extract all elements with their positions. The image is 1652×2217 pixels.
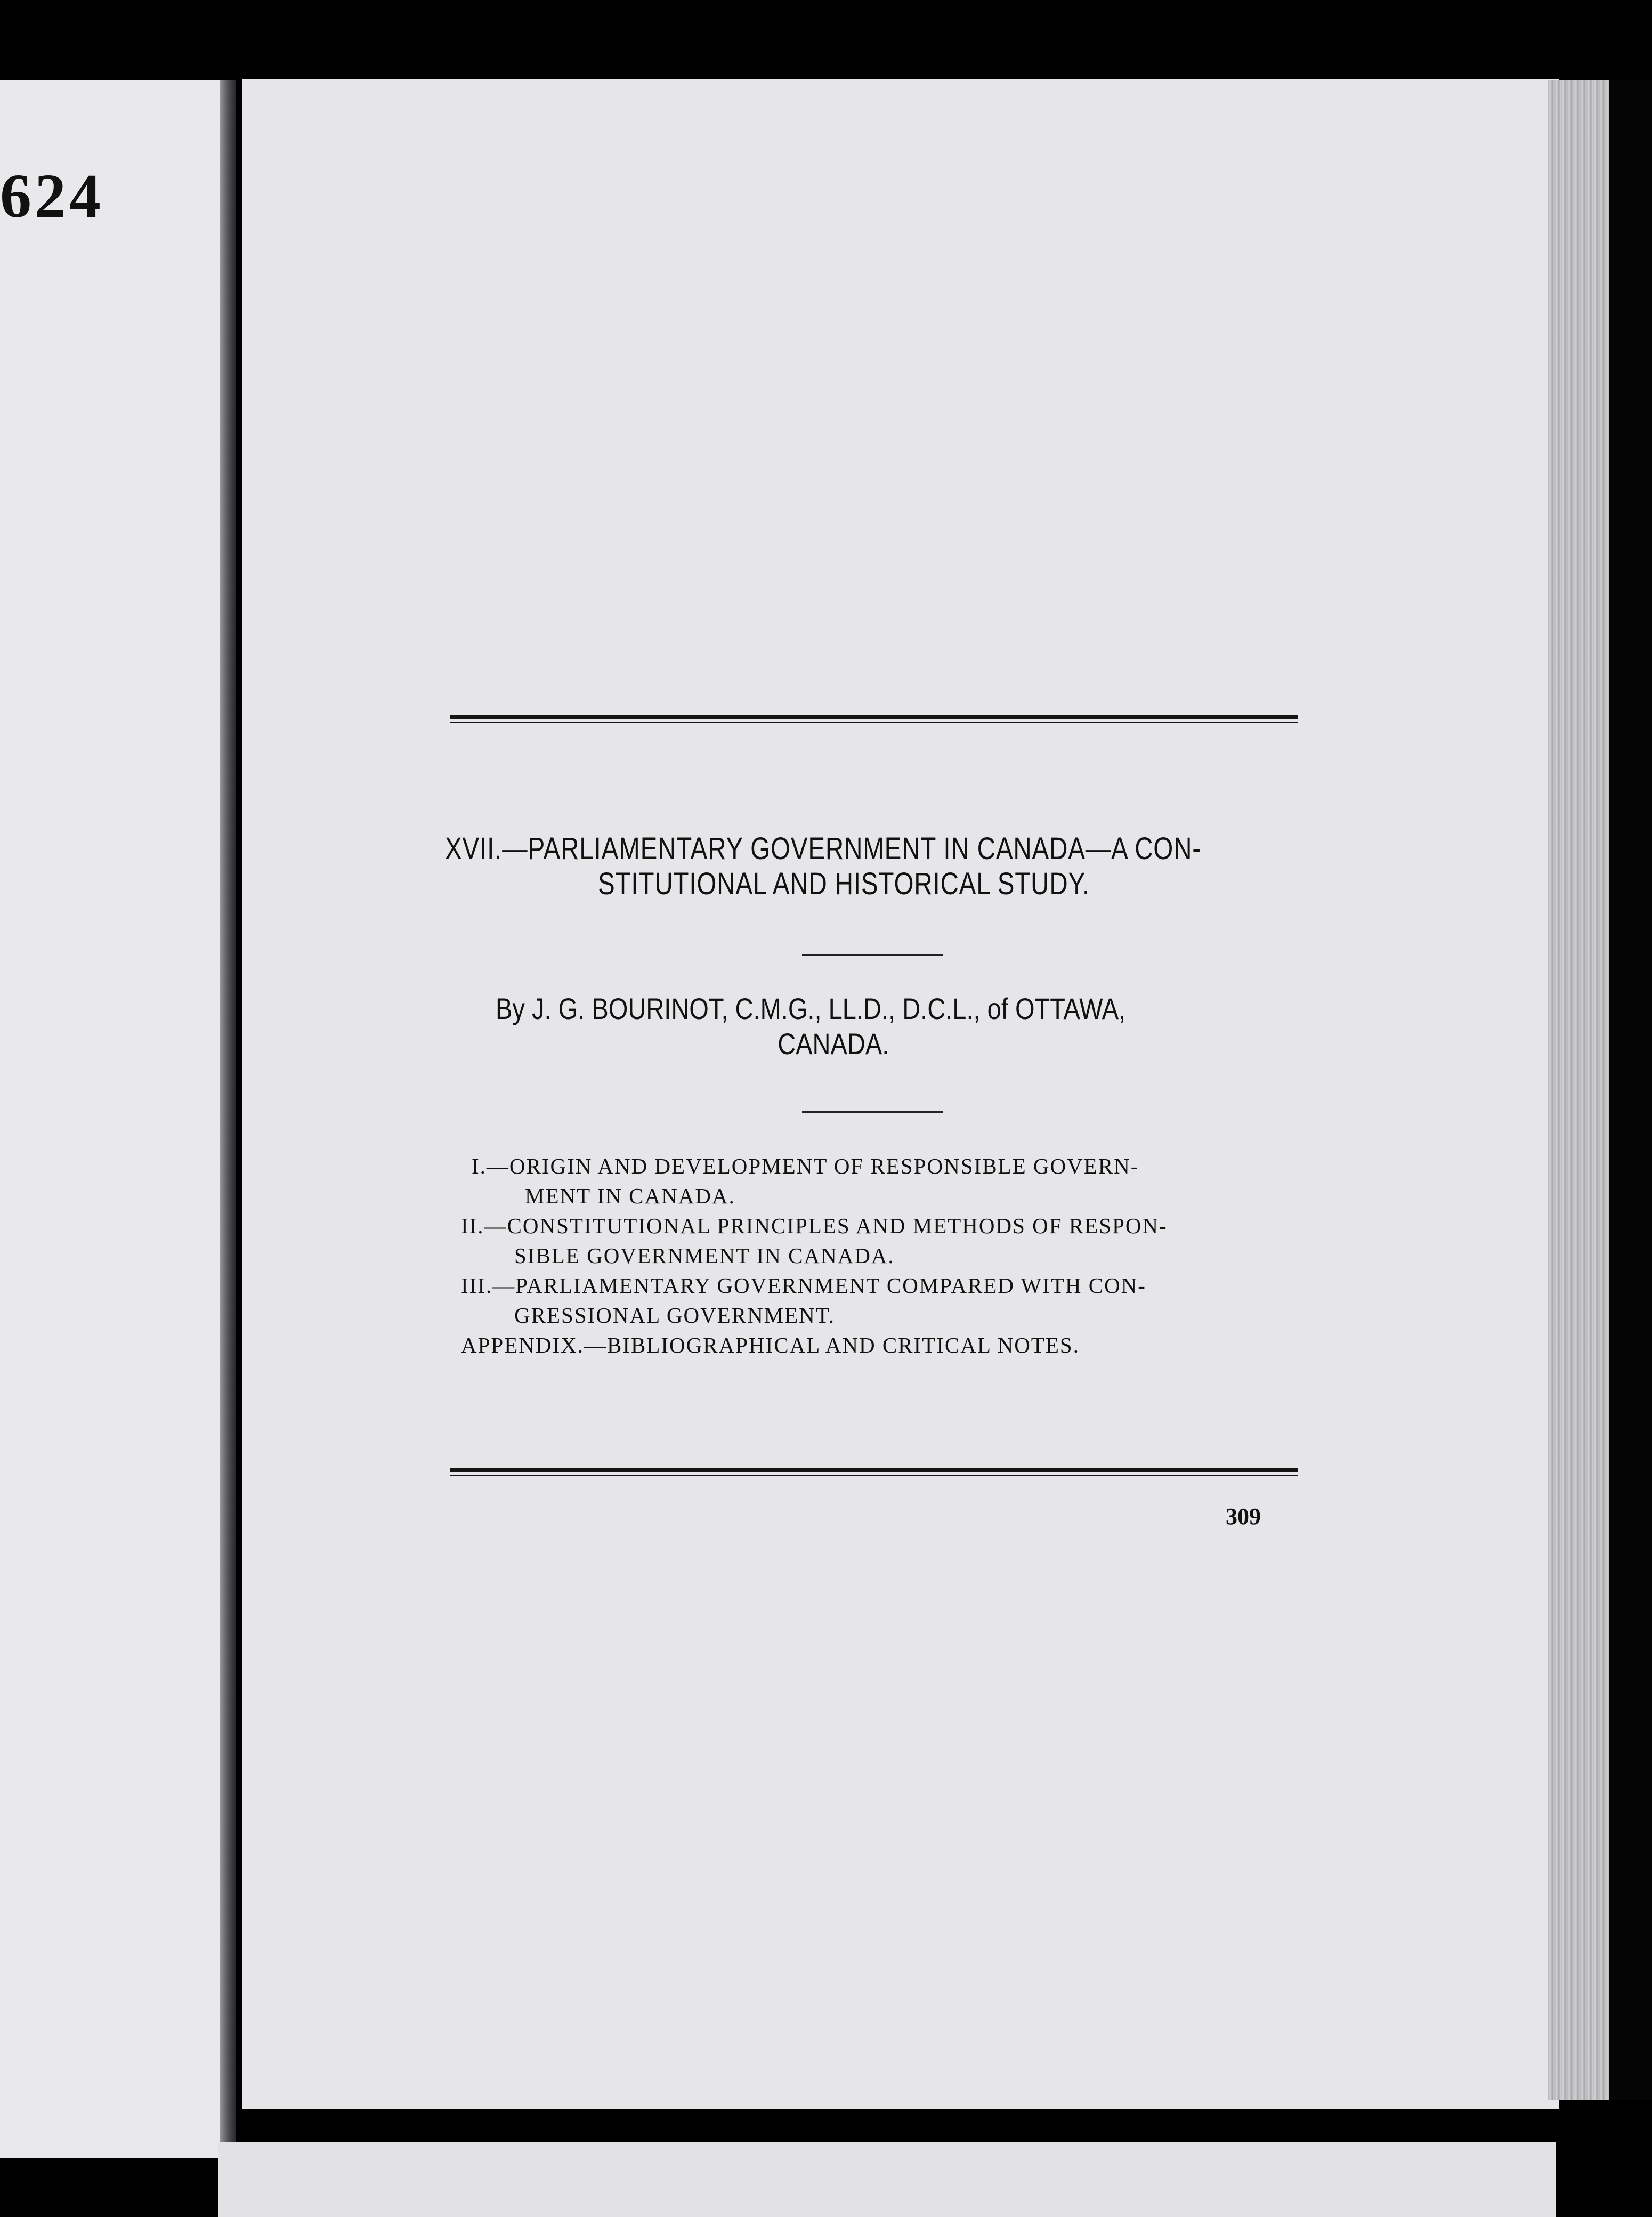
contents-entry-line-1: APPENDIX.—BIBLIOGRAPHICAL AND CRITICAL NOTES. bbox=[461, 1333, 1080, 1357]
contents-list bbox=[461, 1151, 1303, 1360]
contents-entry bbox=[461, 1151, 1303, 1211]
bottom-double-rule bbox=[450, 1468, 1298, 1478]
byline-separator-rule bbox=[802, 1111, 943, 1113]
title-line-2: STITUTIONAL AND HISTORICAL STUDY. bbox=[598, 867, 1090, 901]
page-number: 309 bbox=[1226, 1503, 1261, 1530]
contents-entry bbox=[461, 1330, 1303, 1360]
contents-entry bbox=[461, 1211, 1303, 1271]
byline-line-1: By J. G. BOURINOT, C.M.G., LL.D., D.C.L., of OTTAWA, bbox=[496, 992, 1126, 1025]
article-title bbox=[445, 831, 1201, 902]
contents-entry-line-2: GRESSIONAL GOVERNMENT. bbox=[514, 1303, 836, 1328]
byline-line-2: CANADA. bbox=[778, 1027, 889, 1061]
top-double-rule bbox=[450, 715, 1298, 725]
contents-entry-line-1: II.—CONSTITUTIONAL PRINCIPLES AND METHODS OF RESPON- bbox=[461, 1213, 1168, 1238]
document-page bbox=[242, 79, 1559, 2109]
rule-thin-line bbox=[450, 1475, 1298, 1476]
author-byline bbox=[496, 991, 1125, 1062]
page-stack-edge bbox=[1548, 80, 1609, 2100]
rule-thin-line bbox=[450, 722, 1298, 723]
left-page-number: 624 bbox=[0, 161, 104, 231]
page-stack-shadow bbox=[1609, 80, 1652, 2100]
left-facing-page bbox=[0, 80, 224, 2158]
contents-entry-line-2: SIBLE GOVERNMENT IN CANADA. bbox=[514, 1243, 895, 1268]
title-line-1: XVII.—PARLIAMENTARY GOVERNMENT IN CANADA—A CON- bbox=[445, 831, 1201, 866]
rule-thick-line bbox=[450, 1468, 1298, 1472]
contents-entry-line-1: I.—ORIGIN AND DEVELOPMENT OF RESPONSIBLE GOVERN- bbox=[472, 1154, 1139, 1178]
contents-entry-line-2: MENT IN CANADA. bbox=[525, 1184, 735, 1208]
next-page-edge bbox=[218, 2142, 1556, 2217]
title-separator-rule bbox=[802, 954, 943, 956]
contents-entry bbox=[461, 1271, 1303, 1330]
book-gutter bbox=[220, 80, 236, 2158]
contents-entry-line-1: III.—PARLIAMENTARY GOVERNMENT COMPARED WITH CON- bbox=[461, 1273, 1146, 1298]
rule-thick-line bbox=[450, 715, 1298, 719]
